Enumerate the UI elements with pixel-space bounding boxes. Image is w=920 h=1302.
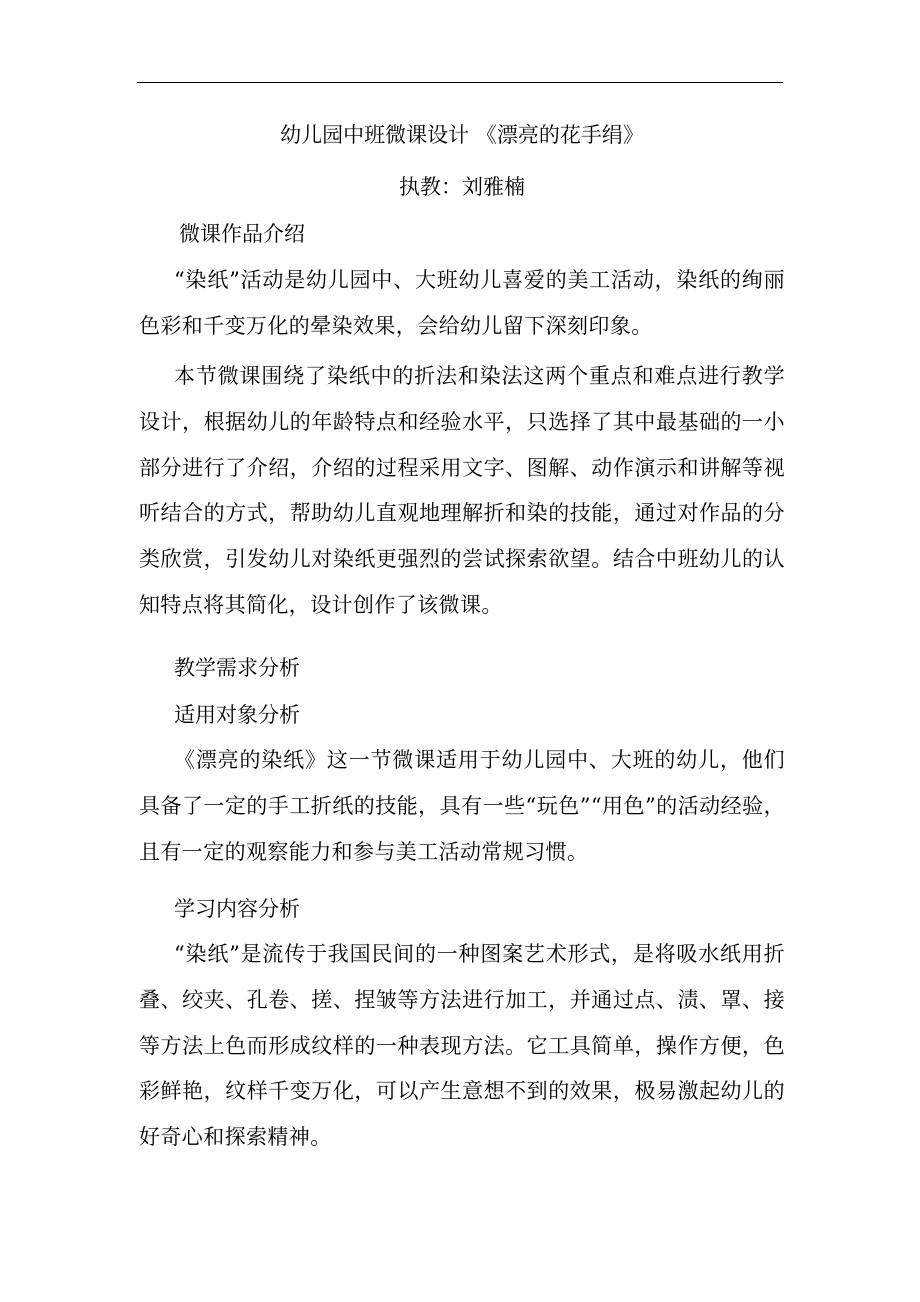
section-heading-intro: 微课作品介绍 [179, 222, 305, 246]
section-heading-content: 学习内容分析 [174, 897, 300, 921]
document-title: 幼儿园中班微课设计 《漂亮的花手绢》 [280, 123, 644, 147]
author-line: 执教：刘雅楠 [399, 175, 525, 199]
audience-paragraph: 《漂亮的染纸》这一节微课适用于幼儿园中、大班的幼儿，他们具备了一定的手工折纸的技能，具有一些“玩色”“用色”的活动经验，且有一定的观察能力和参与美工活动常规习惯。 [139, 748, 785, 864]
intro-paragraph-1: “染纸”活动是幼儿园中、大班幼儿喜爱的美工活动，染纸的绚丽色彩和千变万化的晕染效果，会给幼儿留下深刻印象。 [139, 268, 785, 338]
section-heading-audience: 适用对象分析 [174, 703, 300, 727]
intro-paragraph-2: 本节微课围绕了染纸中的折法和染法这两个重点和难点进行教学设计，根据幼儿的年龄特点和经验水平，只选择了其中最基础的一小部分进行了介绍，介绍的过程采用文字、图解、动作演示和讲解等视听结合的方式，帮助幼儿直观地理解折和染的技能，通过对作品的分类欣赏，引发幼儿对染纸更强烈的尝试探索欲望。结合中班幼儿的认知特点将其简化，设计创作了该微课。 [139, 364, 785, 617]
header-rule [137, 82, 783, 83]
content-paragraph: “染纸”是流传于我国民间的一种图案艺术形式，是将吸水纸用折叠、绞夹、孔卷、搓、捏皱等方法进行加工，并通过点、渍、罩、接等方法上色而形成纹样的一种表现方法。它工具简单，操作方便，色彩鲜艳，纹样千变万化，可以产生意想不到的效果，极易激起幼儿的好奇心和探索精神。 [139, 942, 785, 1150]
section-heading-needs: 教学需求分析 [174, 656, 300, 680]
